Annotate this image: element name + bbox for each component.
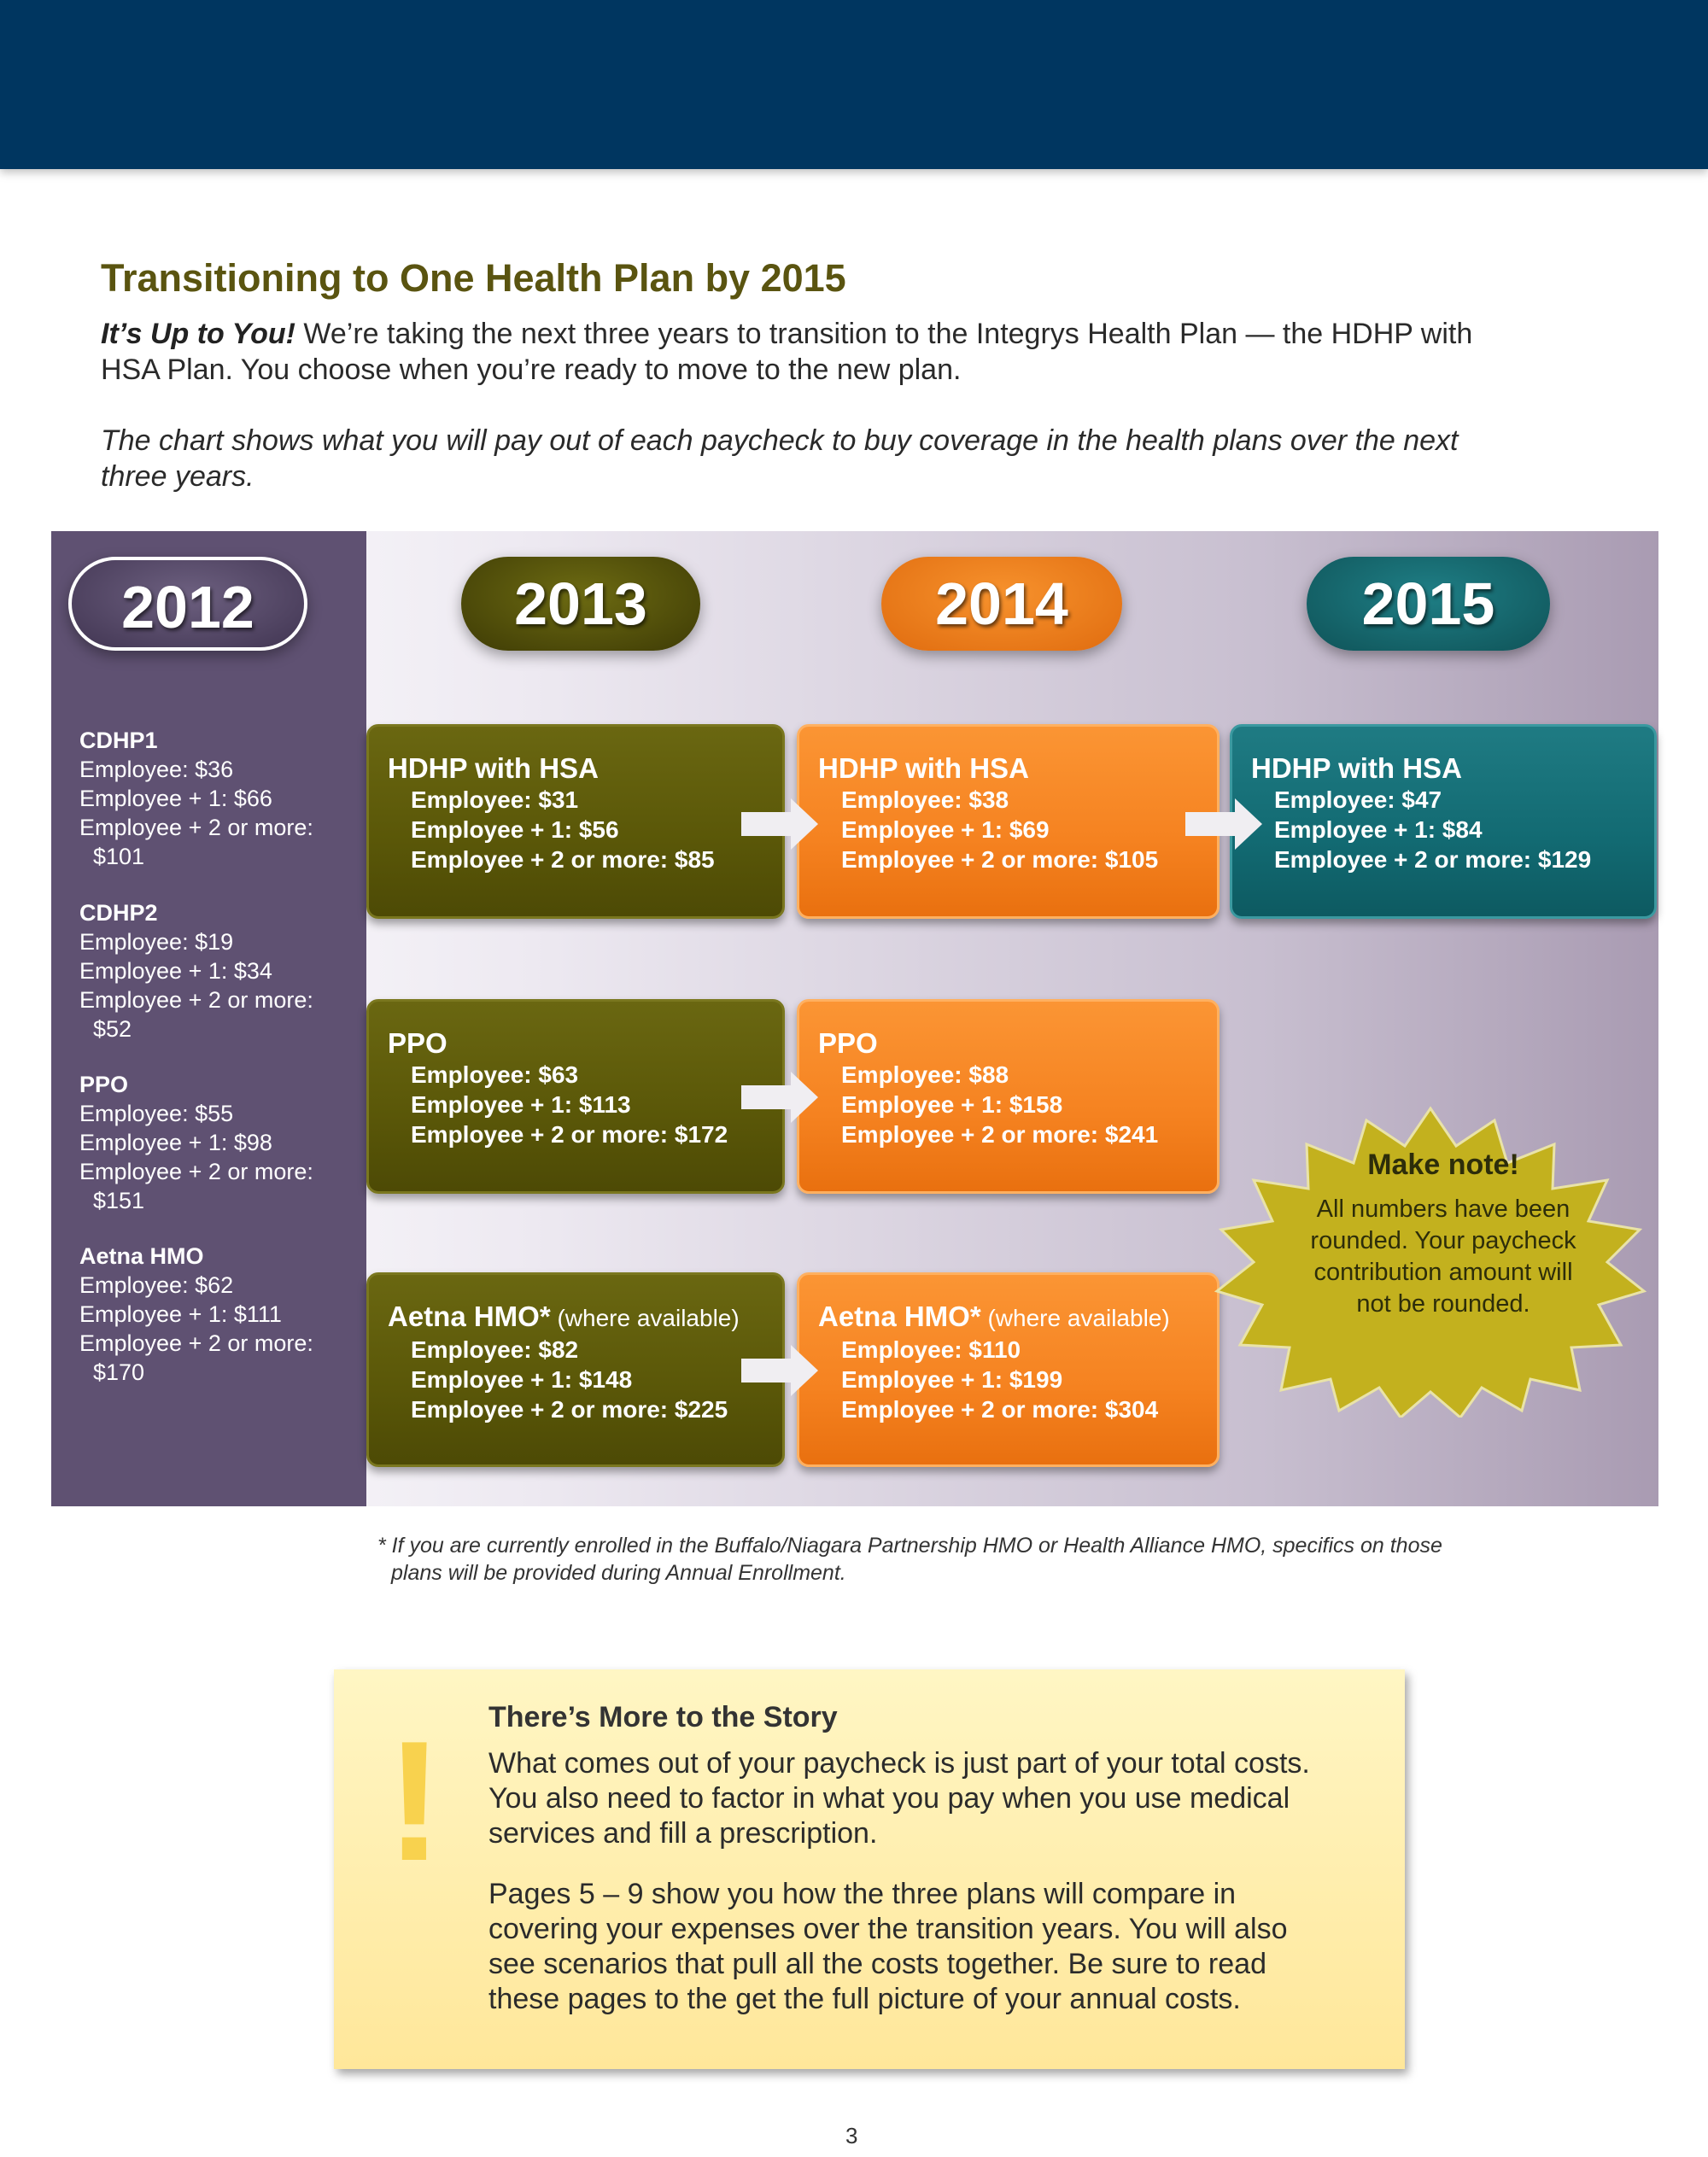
box-employee: Employee: $63 (411, 1061, 579, 1088)
chart-description-line-1: The chart shows what you will pay out of each paycheck to buy coverage in the health plans over the next (101, 424, 1459, 457)
plan-employee: Employee: $36 (79, 757, 234, 782)
story-line: Pages 5 – 9 show you how the three plans will compare in (488, 1878, 1237, 1910)
box-title: HDHP with HSA (388, 752, 599, 784)
box-title: HDHP with HSA (818, 752, 1029, 784)
ppo-2013-box (366, 999, 785, 1194)
intro-line-2: HSA Plan. You choose when you’re ready to move to the new plan. (101, 354, 962, 386)
plan-2012-cdhp2 (79, 898, 353, 1043)
intro-paragraph (101, 316, 1553, 388)
box-title-text: Aetna HMO* (388, 1301, 551, 1332)
hmo-2014-box (797, 1272, 1220, 1467)
arrow-right-icon (741, 1345, 818, 1396)
plan-title: Aetna HMO (79, 1243, 204, 1269)
hdhp-2015-box (1230, 724, 1657, 919)
plan-title: CDHP1 (79, 728, 158, 753)
make-note-line: not be rounded. (1356, 1290, 1530, 1318)
box-title: PPO (388, 1027, 447, 1059)
year-badge-2014: 2014 (881, 557, 1122, 651)
box-employee: Employee: $110 (841, 1336, 1021, 1363)
footnote-line-2: plans will be provided during Annual Enrollment. (391, 1561, 846, 1585)
plan-employee: Employee: $62 (79, 1272, 234, 1298)
plan-2012-ppo (79, 1070, 353, 1215)
intro-line-1: We’re taking the next three years to transition to the Integrys Health Plan — the HDHP with (295, 318, 1473, 350)
hmo-2013-box (366, 1272, 785, 1467)
arrow-right-icon (1185, 798, 1262, 850)
box-employee-plus-2: Employee + 2 or more: $172 (411, 1121, 728, 1148)
plan-2012-cdhp1 (79, 726, 353, 871)
box-employee-plus-2: Employee + 2 or more: $129 (1274, 846, 1592, 873)
box-employee-plus-1: Employee + 1: $56 (411, 816, 619, 843)
box-employee-plus-2: Employee + 2 or more: $304 (841, 1396, 1159, 1423)
box-employee: Employee: $31 (411, 786, 579, 813)
footnote-line-1: * If you are currently enrolled in the Buffalo/Niagara Partnership HMO or Health Alliance HMO, specifics on those (377, 1534, 1442, 1558)
box-title: PPO (818, 1027, 878, 1059)
box-employee-plus-2: Employee + 2 or more: $241 (841, 1121, 1159, 1148)
box-employee-plus-2: Employee + 2 or more: $225 (411, 1396, 728, 1423)
story-line: You also need to factor in what you pay when you use medical (488, 1782, 1290, 1815)
page-heading: Transitioning to One Health Plan by 2015 (101, 256, 846, 300)
plan-employee-plus-2-value: $151 (93, 1188, 145, 1213)
story-paragraph-2 (488, 1877, 1377, 2017)
box-employee: Employee: $82 (411, 1336, 579, 1363)
plan-employee-plus-2-value: $52 (93, 1016, 132, 1042)
arrow-right-icon (741, 1072, 818, 1123)
story-line: services and fill a prescription. (488, 1817, 878, 1850)
make-note-line: All numbers have been (1316, 1195, 1571, 1223)
box-employee: Employee: $88 (841, 1061, 1009, 1088)
plan-2012-aetna-hmo (79, 1242, 353, 1387)
year-badge-2013: 2013 (461, 557, 700, 651)
plan-employee-plus-1: Employee + 1: $66 (79, 786, 272, 811)
make-note-title: Make note! (1367, 1149, 1519, 1181)
plan-employee-plus-1: Employee + 1: $98 (79, 1130, 272, 1155)
page-number: 3 (845, 2123, 858, 2148)
plan-title: PPO (79, 1072, 129, 1097)
arrow-right-icon (741, 798, 818, 850)
box-title-text: Aetna HMO* (818, 1301, 981, 1332)
make-note (1281, 1143, 1606, 1320)
make-note-line: rounded. Your paycheck (1310, 1227, 1576, 1254)
story-line: these pages to the get the full picture of your annual costs. (488, 1983, 1241, 2015)
plan-employee-plus-1: Employee + 1: $34 (79, 958, 272, 984)
box-title (388, 1301, 763, 1335)
box-employee: Employee: $38 (841, 786, 1009, 813)
story-line: covering your expenses over the transition years. You will also (488, 1913, 1288, 1945)
box-employee: Employee: $47 (1274, 786, 1442, 813)
year-badge-2012: 2012 (68, 557, 307, 651)
plan-employee: Employee: $19 (79, 929, 234, 955)
header-band (0, 0, 1708, 169)
box-employee-plus-1: Employee + 1: $69 (841, 816, 1050, 843)
make-note-body (1281, 1194, 1606, 1320)
story-line: What comes out of your paycheck is just part of your total costs. (488, 1747, 1310, 1780)
intro-lead: It’s Up to You! (101, 318, 295, 350)
exclamation-icon: ! (386, 1706, 443, 1897)
box-title: HDHP with HSA (1251, 752, 1462, 784)
story-paragraph-1 (488, 1746, 1377, 1851)
footnote (377, 1532, 1556, 1587)
plan-employee-plus-2: Employee + 2 or more: (79, 1330, 313, 1356)
box-employee-plus-2: Employee + 2 or more: $85 (411, 846, 715, 873)
chart-description (101, 423, 1553, 494)
plan-employee-plus-2-value: $170 (93, 1359, 145, 1385)
plan-title: CDHP2 (79, 900, 158, 926)
box-employee-plus-1: Employee + 1: $158 (841, 1091, 1063, 1118)
plan-employee: Employee: $55 (79, 1101, 234, 1126)
box-employee-plus-1: Employee + 1: $148 (411, 1366, 633, 1393)
plan-employee-plus-2-value: $101 (93, 844, 145, 869)
hdhp-2013-box (366, 724, 785, 919)
box-employee-plus-1: Employee + 1: $199 (841, 1366, 1063, 1393)
story-title: There’s More to the Story (488, 1701, 838, 1733)
plan-employee-plus-2: Employee + 2 or more: (79, 1159, 313, 1184)
where-available-note: (where available) (550, 1305, 740, 1331)
box-title (818, 1301, 1198, 1335)
box-employee-plus-1: Employee + 1: $113 (411, 1091, 631, 1118)
hdhp-2014-box (797, 724, 1220, 919)
box-employee-plus-2: Employee + 2 or more: $105 (841, 846, 1159, 873)
plan-employee-plus-1: Employee + 1: $111 (79, 1301, 282, 1327)
where-available-note: (where available) (980, 1305, 1170, 1331)
box-employee-plus-1: Employee + 1: $84 (1274, 816, 1483, 843)
plan-employee-plus-2: Employee + 2 or more: (79, 815, 313, 840)
plan-employee-plus-2: Employee + 2 or more: (79, 987, 313, 1013)
year-badge-2015: 2015 (1307, 557, 1550, 651)
chart-description-line-2: three years. (101, 460, 254, 493)
ppo-2014-box (797, 999, 1220, 1194)
make-note-line: contribution amount will (1313, 1259, 1573, 1286)
story-line: see scenarios that pull all the costs together. Be sure to read (488, 1948, 1266, 1980)
